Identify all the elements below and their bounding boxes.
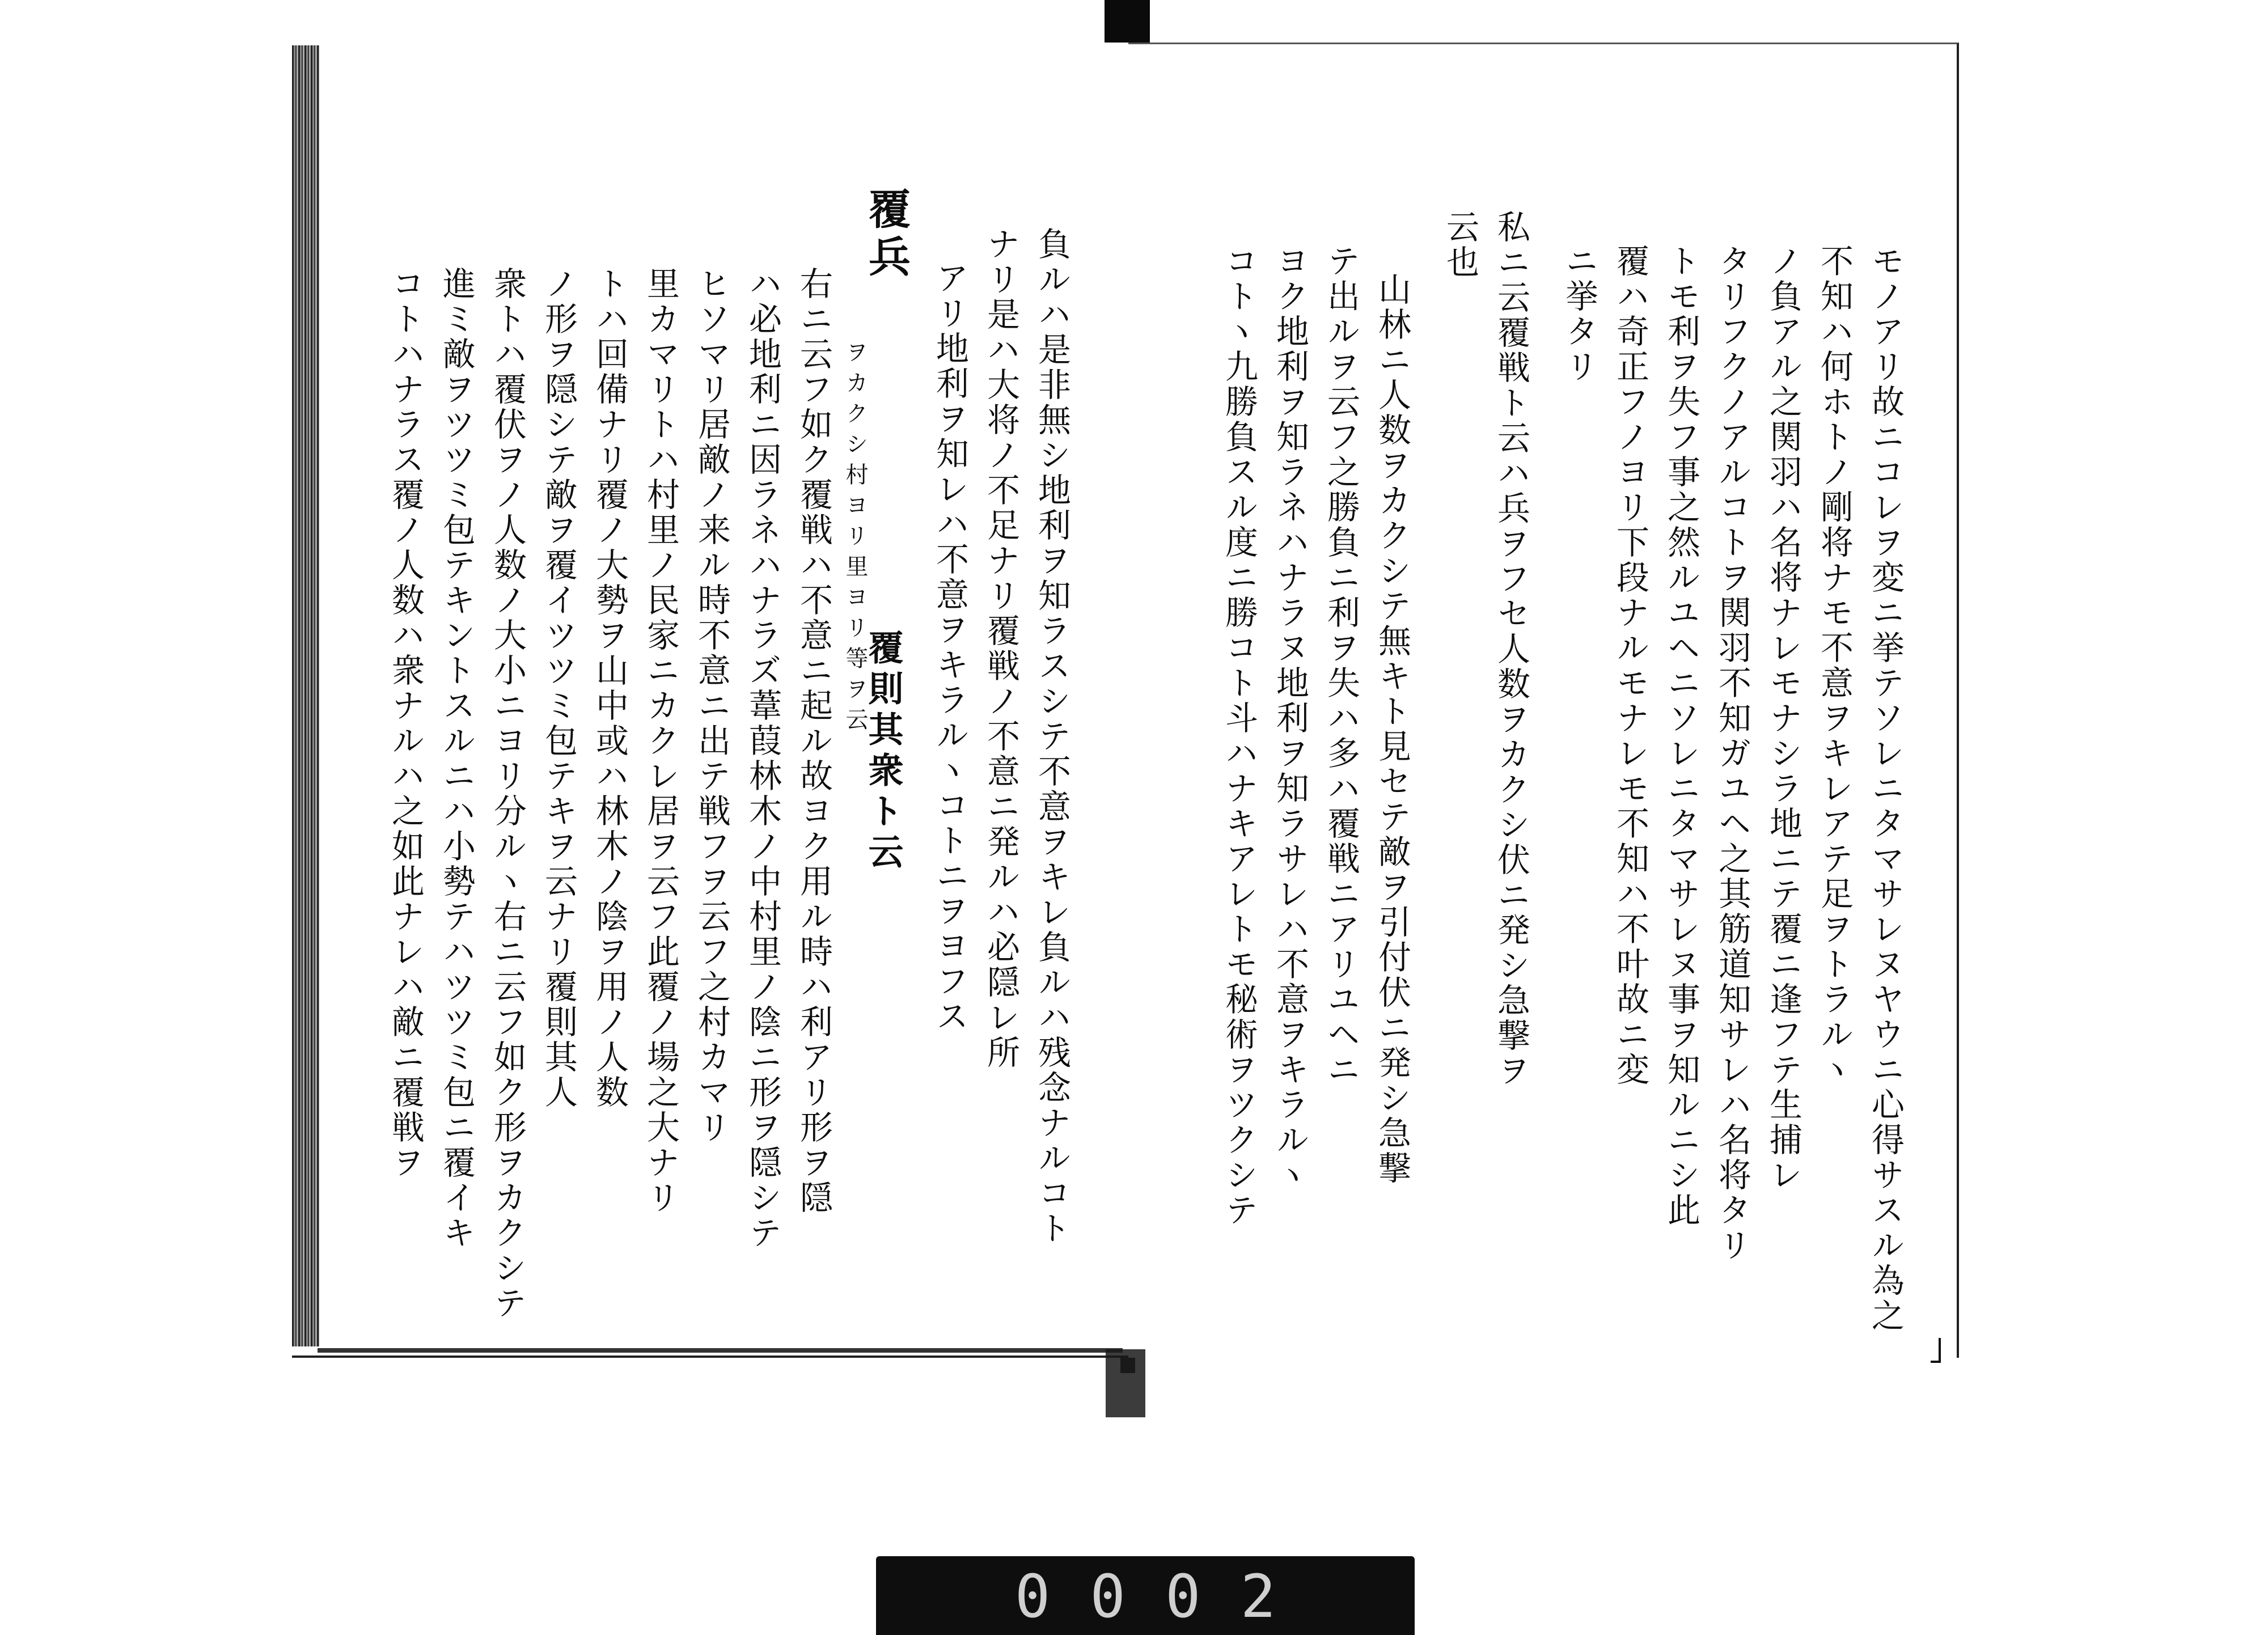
text-column: トハ回備ナリ覆ノ大勢ヲ山中或ハ林木ノ陰ヲ用ノ人数 xyxy=(590,266,629,1110)
text-column: 里カマリトハ村里ノ民家ニカクレ居ヲ云フ此覆ノ場之大ナリ xyxy=(641,266,680,1215)
text-column: 負ルハ是非無シ地利ヲ知ラスシテ不意ヲキレ負ルハ残念ナルコト xyxy=(1033,227,1071,1246)
text-column: 云也 xyxy=(1441,210,1479,280)
text-column: 私ニ云覆戦ト云ハ兵ヲフセ人数ヲカクシ伏ニ発シ急撃ヲ xyxy=(1492,210,1530,1088)
text-column: テ出ルヲ云フ之勝負ニ利ヲ失ハ多ハ覆戦ニアリユヘニ xyxy=(1322,244,1360,1087)
text-column: コトヽ九勝負スル度ニ勝コト斗ハナキアレトモ秘術ヲツクシテ xyxy=(1220,244,1258,1228)
text-column: ノ形ヲ隠シテ敵ヲ覆イツツミ包テキヲ云ナリ覆則其人 xyxy=(539,266,578,1110)
text-column: 衆トハ覆伏ヲノ人数ノ大小ニヨリ分ルヽ右ニ云フ如ク形ヲカクシテ xyxy=(488,266,527,1321)
spine-shadow xyxy=(1106,1349,1145,1417)
left-page-edge xyxy=(292,45,319,1346)
text-column: ノ負アル之関羽ハ名将ナレモナシラ地ニテ覆ニ逢フテ生捕レ xyxy=(1764,244,1802,1193)
left-page-bottom-edge xyxy=(318,1348,1123,1353)
text-column: 不知ハ何ホトノ剛将ナモ不意ヲキレアテ足ヲトラルヽ xyxy=(1815,244,1854,1087)
text-column: 進ミ敵ヲツツミ包テキントスルニハ小勢テハツツミ包ニ覆イキ xyxy=(437,266,476,1251)
text-column: ニ挙タリ xyxy=(1560,244,1598,384)
text-column: モノアリ故ニコレヲ変ニ挙テソレニタマサレヌヤウニ心得サスル為之 xyxy=(1866,244,1905,1333)
text-column: 山林ニ人数ヲカクシテ無キト見セテ敵ヲ引付伏ニ発シ急撃 xyxy=(1373,272,1411,1186)
text-column: 右ニ云フ如ク覆戦ハ不意ニ起ル故ヨク用ル時ハ利アリ形ヲ隠 xyxy=(794,266,833,1215)
text-column: 覆ハ奇正フノヨリ下段ナルモナレモ不知ハ不叶故ニ変 xyxy=(1611,244,1649,1087)
text-column: ハ必地利ニ因ラネハナラズ葦葭林木ノ中村里ノ陰ニ形ヲ隠シテ xyxy=(743,266,782,1251)
text-column: アリ地利ヲ知レハ不意ヲキラルヽコトニヲヨフス xyxy=(930,261,969,1034)
text-column: ナリ是ハ大将ノ不足ナリ覆戦ノ不意ニ発ルハ必隠レ所 xyxy=(981,227,1020,1070)
section-heading: 覆兵 xyxy=(862,187,911,282)
right-page-corner xyxy=(1931,1338,1941,1363)
text-column: タリフクノアルコトヲ関羽不知ガユヘ之其筋道知サレハ名将タリ xyxy=(1713,244,1751,1263)
text-column: ヨク地利ヲ知ラネハナラヌ地利ヲ知ラサレハ不意ヲキラルヽ xyxy=(1271,244,1309,1193)
text-column: ヒソマリ居敵ノ来ル時不意ニ出テ戦フヲ云フ之村カマリ xyxy=(692,266,731,1145)
page-number-stamp xyxy=(876,1556,1415,1635)
page-number: 0002 xyxy=(1014,1562,1316,1631)
section-subheading: 覆則其衆ト云 xyxy=(862,629,904,874)
heading-annotation: ヲカクシ村ヨリ里ヨリ等ヲ云 xyxy=(842,340,868,738)
text-column: コトハナラス覆ノ人数ハ衆ナルハ之如此ナレハ敵ニ覆戦ヲ xyxy=(386,266,425,1180)
text-column: トモ利ヲ失フ事之然ルユヘニソレニタマサレヌ事ヲ知ルニシ此 xyxy=(1662,244,1700,1228)
